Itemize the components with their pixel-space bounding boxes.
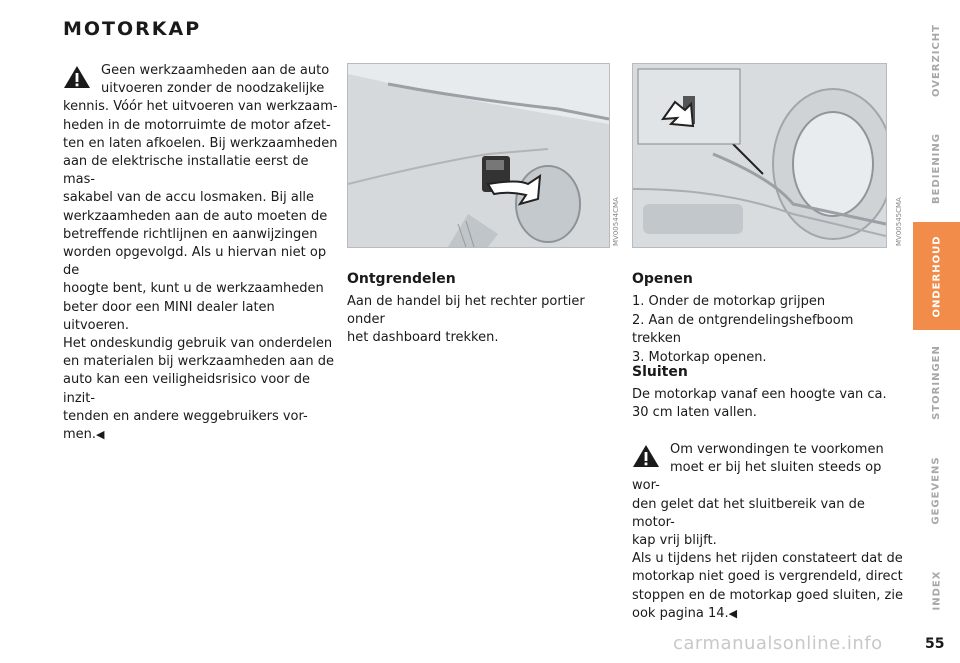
chapter-sidebar bbox=[913, 0, 960, 663]
figure-code: MV00544CMA bbox=[612, 197, 620, 246]
warning-line: Om verwondingen te voorkomen bbox=[670, 442, 884, 457]
warning-line: moet er bij het sluiten steeds op wor- bbox=[632, 460, 882, 494]
tab-index[interactable] bbox=[913, 560, 960, 620]
step-item: 3. Motorkap openen. bbox=[632, 349, 767, 365]
tab-label: BEDIENING bbox=[931, 132, 943, 204]
text-line: Aan de handel bij het rechter portier onder bbox=[347, 294, 585, 328]
warning-block-sluiten bbox=[632, 441, 904, 623]
warning-triangle-icon bbox=[63, 64, 91, 90]
tab-label: INDEX bbox=[931, 570, 942, 610]
step-item: 1. Onder de motorkap grijpen bbox=[632, 294, 826, 309]
step-item: 2. Aan de ontgrendelingshefboom trekken bbox=[632, 312, 854, 346]
figure-release-handle bbox=[347, 63, 610, 248]
page-number: 55 bbox=[925, 636, 945, 652]
warning-line: betreffende richtlijnen en aanwijzingen bbox=[63, 226, 318, 242]
warning-line: uitvoeren zonder de noodzakelijke bbox=[101, 81, 325, 97]
steps-openen bbox=[632, 293, 904, 367]
watermark: carmanualsonline.info bbox=[673, 633, 883, 654]
warning-line-text: ook pagina 14. bbox=[632, 605, 729, 621]
warning-line: den gelet dat het sluitbereik van de motor- bbox=[632, 496, 865, 530]
end-triangle-icon: ◀ bbox=[96, 428, 105, 442]
tab-gegevens[interactable] bbox=[913, 440, 960, 540]
release-handle-illustration bbox=[348, 64, 609, 247]
warning-line: auto kan een veiligheidsrisico voor de inzit- bbox=[63, 372, 310, 406]
warning-line: en materialen bij werkzaamheden aan de bbox=[63, 354, 334, 370]
heading-openen: Openen bbox=[632, 271, 693, 287]
tab-label: OVERZICHT bbox=[931, 23, 943, 97]
figure-release-lever bbox=[632, 63, 887, 248]
warning-line-text: men. bbox=[63, 427, 97, 443]
end-triangle-icon: ◀ bbox=[728, 606, 738, 620]
warning-line: kennis. Vóór het uitvoeren van werkzaam- bbox=[63, 99, 338, 115]
warning-line: stoppen en de motorkap goed sluiten, zie bbox=[632, 587, 903, 603]
warning-line: tenden en andere weggebruikers vor- bbox=[63, 408, 308, 424]
figure-code: MV00545CMA bbox=[895, 197, 903, 246]
warning-line: aan de elektrische installatie eerst de mas- bbox=[63, 154, 309, 188]
paragraph-ontgrendelen bbox=[347, 293, 619, 348]
tab-label: STORINGEN bbox=[931, 344, 943, 420]
paragraph-sluiten bbox=[632, 386, 894, 422]
tab-overzicht[interactable] bbox=[913, 10, 960, 110]
tab-label: GEGEVENS bbox=[931, 455, 943, 525]
warning-line-last bbox=[632, 605, 904, 623]
warning-line: heden in de motorruimte de motor afzet- bbox=[63, 117, 331, 133]
warning-line: Het ondeskundig gebruik van onderdelen bbox=[63, 336, 333, 352]
page-title: MOTORKAP bbox=[63, 18, 202, 40]
warning-line: ten en laten afkoelen. Bij werkzaamheden bbox=[63, 135, 338, 151]
heading-ontgrendelen: Ontgrendelen bbox=[347, 271, 456, 287]
warning-line: kap vrij blijft. bbox=[632, 533, 717, 549]
warning-line: sakabel van de accu losmaken. Bij alle bbox=[63, 190, 315, 206]
tab-onderhoud[interactable] bbox=[913, 222, 960, 330]
text-line: De motorkap vanaf een hoogte van ca. bbox=[632, 387, 887, 402]
release-lever-illustration bbox=[633, 64, 886, 247]
tab-label: ONDERHOUD bbox=[931, 235, 942, 317]
warning-line: worden opgevolgd. Als u hiervan niet op de bbox=[63, 245, 327, 279]
warning-line: werkzaamheden aan de auto moeten de bbox=[63, 208, 328, 224]
warning-line: Als u tijdens het rijden constateert dat de bbox=[632, 551, 903, 567]
warning-line: hoogte bent, kunt u de werkzaamheden bbox=[63, 281, 324, 297]
text-line: het dashboard trekken. bbox=[347, 330, 499, 346]
warning-block-general bbox=[63, 62, 343, 444]
warning-triangle-icon bbox=[632, 443, 660, 469]
text-line: 30 cm laten vallen. bbox=[632, 405, 757, 421]
warning-line: beter door een MINI dealer laten uitvoeren. bbox=[63, 299, 275, 333]
warning-line-last bbox=[63, 426, 343, 444]
warning-line: motorkap niet goed is vergrendeld, direct bbox=[632, 569, 903, 585]
heading-sluiten: Sluiten bbox=[632, 364, 688, 380]
tab-storingen[interactable] bbox=[913, 332, 960, 432]
warning-line: Geen werkzaamheden aan de auto bbox=[101, 63, 330, 78]
tab-bediening[interactable] bbox=[913, 118, 960, 218]
